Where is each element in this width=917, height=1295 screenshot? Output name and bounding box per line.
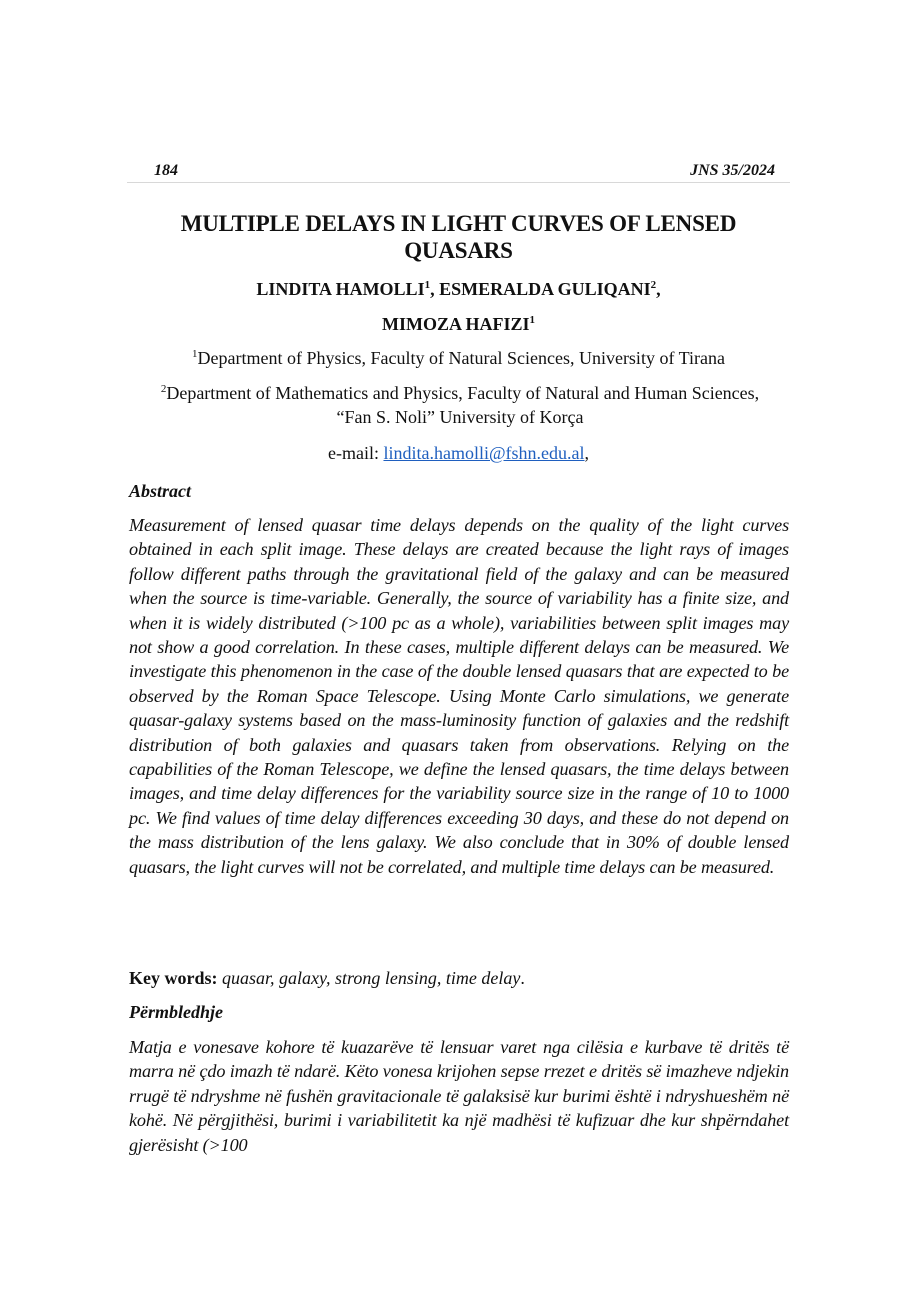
abstract-text: Measurement of lensed quasar time delays depends on the quality of the light curves obtained in each split image. These delays are created because the light rays of images follow different paths through the gravitational field of the galaxy and can be measured when the source is time-variable. Generally, the source of variability has a finite size, and when it is widely distributed (>100 pc as a whole), variabilities between split images may not show a good correlation. In these cases, multiple different delays can be measured. We investigate this phenomenon in the case of the double lensed quasars that are expected to be observed by the Roman Space Telescope. Using Monte Carlo simulations, we generate quasar-galaxy systems based on the mass-luminosity function of galaxies and the redshift distribution of both galaxies and quasars taken from observations. Relying on the capabilities of the Roman Telescope, we define the lensed quasars, the time delays between images, and time delay differences for the variability source size in the range of 10 to 1000 pc. We find values of time delay differences exceeding 30 days, and these do not depend on the mass distribution of the lens galaxy. We also conclude that in 30% of double lensed quasars, the light curves will not be correlated, and multiple time delays can be measured. [129,515,789,877]
running-header [127,160,790,183]
keywords-trail: . [520,968,525,988]
authors-line-1 [127,278,790,300]
journal-issue: JNS 35/2024 [690,162,775,179]
affiliation-2 [150,381,770,429]
paper-title: MULTIPLE DELAYS IN LIGHT CURVES OF LENSED QUASARS [180,211,737,263]
email-link[interactable]: lindita.hamolli@fshn.edu.al [383,443,585,463]
keywords-values: quasar, galaxy, strong lensing, time delay [217,968,521,988]
affiliation-text: Department of Physics, Faculty of Natural Sciences, University of Tirana [197,348,725,368]
affiliation-mark: 1 [192,348,198,360]
keywords-colon: : [211,968,218,988]
abstract-heading: Abstract [129,481,192,501]
permbledhje-heading: Përmbledhje [129,1002,223,1022]
affiliation-1 [127,346,790,370]
email-trail: , [584,443,590,463]
affiliation-mark: 2 [160,383,167,395]
email-label: e-mail: [327,443,384,463]
permbledhje-text: Matja e vonesave kohore të kuazarëve të lensuar varet nga cilësia e kurbave të dritës të marra në çdo imazh të ndarë. Këto vonesa krijohen sepse rrezet e dritës së imazheve ndjekin rrugë të ndryshme në fushën gravitacionale të galaksisë kur burimi është i ndryshueshëm në kohë. Në përgjithësi, burimi i variabilitetit ka një madhësi të kufizuar dhe kur shpërndahet gjerësisht (>100 [129,1037,789,1155]
page-number: 184 [154,162,178,179]
author-name: MIMOZA HAFIZI [381,314,530,334]
author-separator: , [656,279,661,299]
author-affiliation-mark: 2 [650,279,657,291]
email-line [127,441,790,465]
author-affiliation-mark: 1 [529,314,535,326]
author-affiliation-mark: 1 [424,279,431,291]
affiliation-text: Department of Mathematics and Physics, Faculty of Natural and Human Sciences, “Fan S. Noli” University of Korça [166,383,760,427]
author-separator: , [430,279,440,299]
authors-line-2 [127,313,790,335]
author-name: LINDITA HAMOLLI [256,279,425,299]
keywords-label: Key words [129,968,212,988]
author-name: ESMERALDA GULIQANI [439,279,651,299]
keywords-line [129,966,789,990]
